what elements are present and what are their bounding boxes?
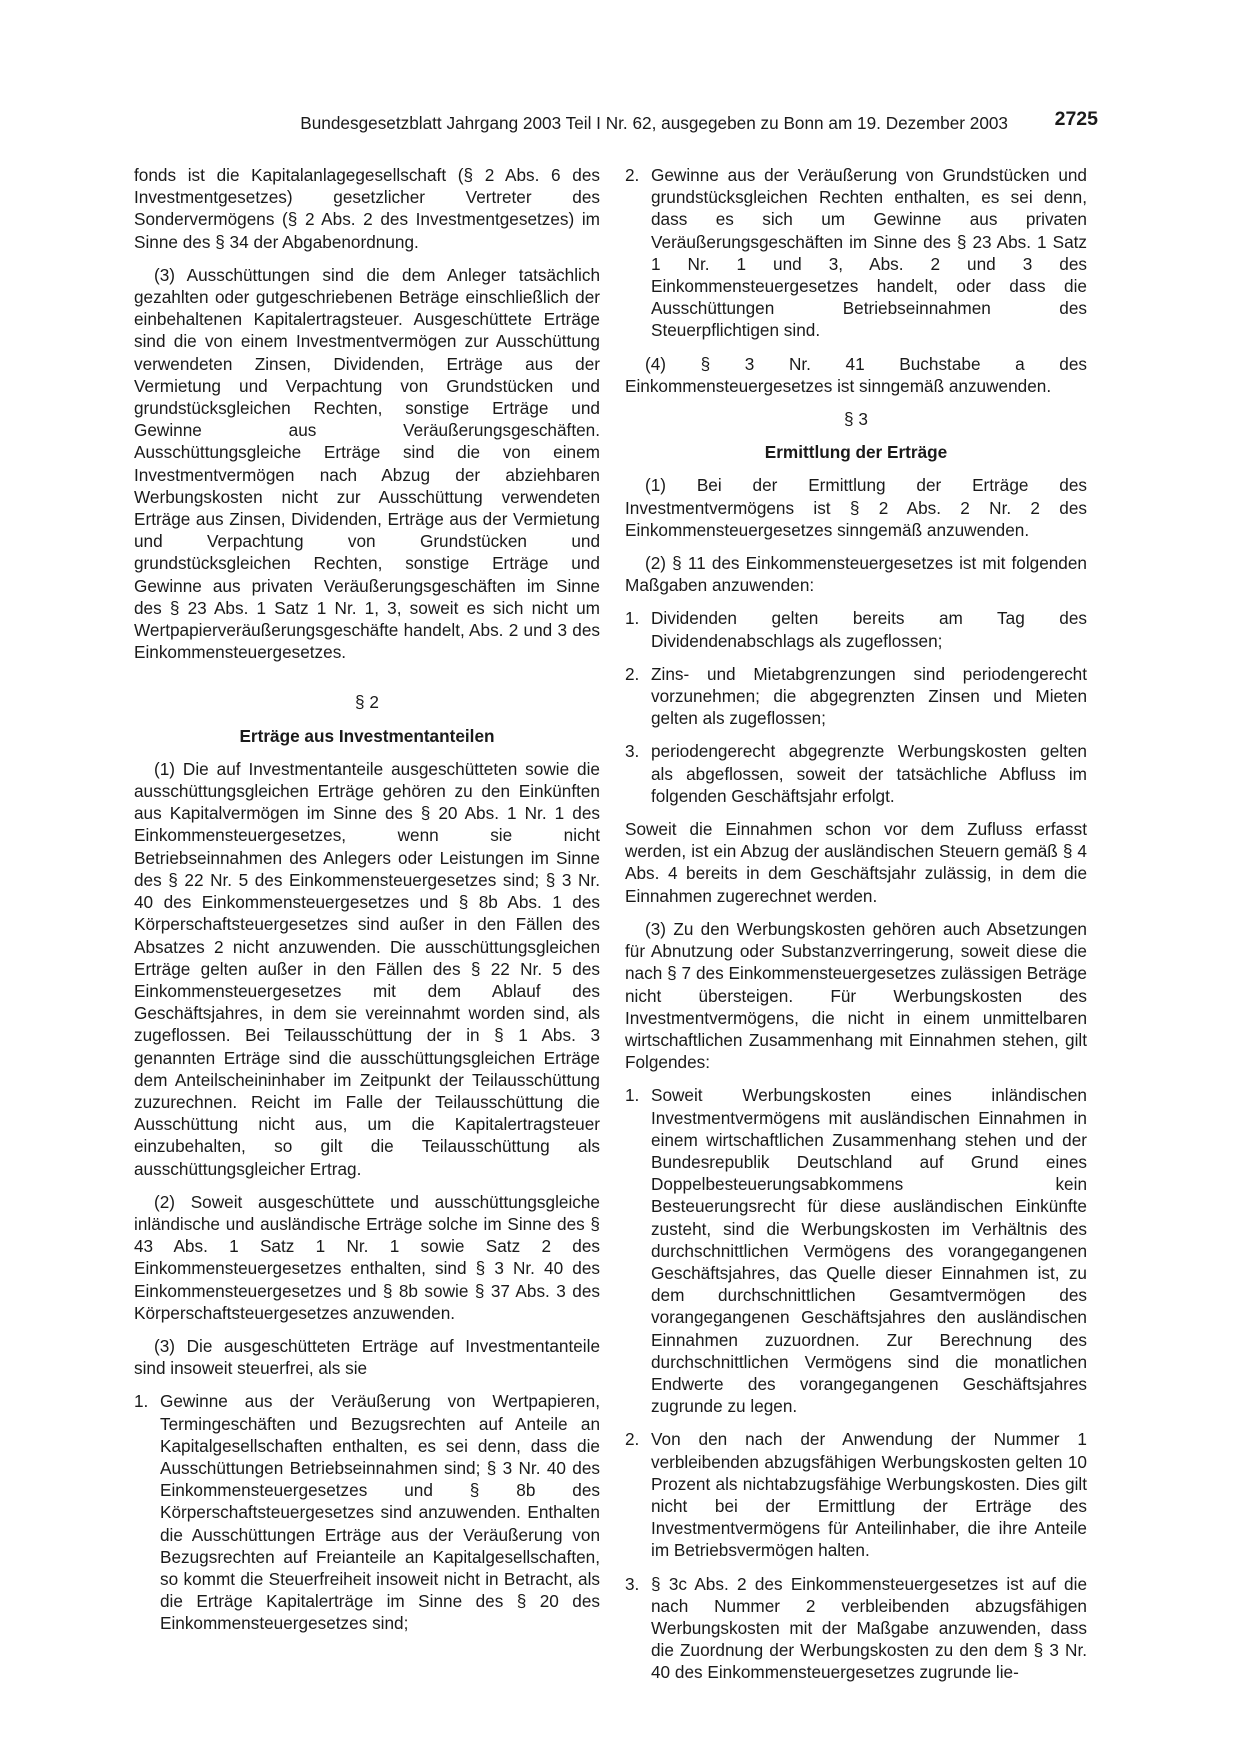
list-item-number: 1.: [625, 1085, 640, 1106]
list-item-number: 3.: [625, 741, 640, 762]
list-item: [625, 663, 1087, 730]
paragraph: (1) Die auf Investmentanteile ausgeschütteten sowie die ausschüttungsgleichen Erträge gehören zu den Einkünften aus Kapitalvermögen im Sinne des § 20 Abs. 1 Nr. 1 des Einkommensteuergesetzes, wenn sie nicht Betriebseinnahmen des Anlegers oder Leistungen im Sinne des § 22 Nr. 5 des Einkommensteuergesetzes sind; § 3 Nr. 40 des Einkommensteuergesetzes und § 8b Abs. 1 des Körperschaftsteuergesetzes sind außer in den Fällen des Absatzes 2 nicht anzuwenden. Die ausschüttungsgleichen Erträge gelten außer in den Fällen des § 22 Nr. 5 des Einkommensteuergesetzes mit dem Ablauf des Geschäftsjahres, in dem sie vereinnahmt worden sind, als zugeflossen. Bei Teilausschüttung der in § 1 Abs. 3 genannten Erträge sind die ausschüttungsgleichen Erträge dem Anteilscheininhaber im Zeitpunkt der Teilausschüttung zuzurechnen. Reicht im Falle der Teilausschüttung die Ausschüttung nicht aus, um die Kapitalertragsteuer einzubehalten, so gilt die Teilausschüttung als ausschüttungsgleicher Ertrag.: [134, 758, 600, 1179]
paragraph: Soweit die Einnahmen schon vor dem Zufluss erfasst werden, ist ein Abzug der ausländischen Steuern gemäß § 4 Abs. 4 bereits in dem Geschäftsjahr zulässig, in dem die Einnahmen zugerechnet werden.: [625, 819, 1087, 906]
running-header: Bundesgesetzblatt Jahrgang 2003 Teil I Nr. 62, ausgegeben zu Bonn am 19. Dezember 2003: [300, 113, 1008, 133]
numbered-list: [625, 607, 1087, 807]
section-title: Erträge aus Investmentanteilen: [239, 725, 495, 746]
list-item-number: 3.: [625, 1573, 640, 1594]
numbered-list: [134, 1390, 600, 1634]
list-item-text: Zins- und Mietabgrenzungen sind periodengerecht vorzunehmen; die abgegrenzten Zinsen und Mieten gelten als zugeflossen;: [651, 663, 1087, 729]
list-item-number: 1.: [134, 1391, 149, 1412]
paragraph: (4) § 3 Nr. 41 Buchstabe a des Einkommensteuergesetzes ist sinngemäß anzuwenden.: [625, 353, 1087, 396]
list-item-text: Gewinne aus der Veräußerung von Grundstücken und grundstücksgleichen Rechten enthalten, es sei denn, dass es sich um Gewinne aus privaten Veräußerungsgeschäften im Sinne des § 23 Abs. 1 Satz 1 Nr. 1 und 3, Abs. 2 und 3 des Einkommensteuergesetzes handelt, oder dass die Ausschüttungen Betriebseinnahmen des Steuerpflichtigen sind.: [651, 165, 1087, 341]
section-title: Ermittlung der Erträge: [764, 442, 948, 463]
list-item-number: 1.: [625, 608, 640, 629]
list-item-text: Gewinne aus der Veräußerung von Wertpapieren, Termingeschäften und Bezugsrechten auf Anteile an Kapitalgesellschaften enthalten, es sei denn, dass die Ausschüttungen Betriebseinnahmen sind; § 3 Nr. 40 des Einkommensteuergesetzes und § 8b des Körperschaftsteuergesetzes sind anzuwenden. Enthalten die Ausschüttungen Erträge aus der Veräußerung von Bezugsrechten auf Freianteile an Kapitalgesellschaften, so kommt die Steuerfreiheit insoweit nicht in Betracht, als die Erträge Kapitalerträge im Sinne des § 20 des Einkommensteuergesetzes sind;: [160, 1391, 600, 1634]
right-column: [625, 164, 1087, 1695]
numbered-list: [625, 164, 1087, 342]
numbered-list: [625, 1084, 1087, 1683]
list-item-number: 2.: [625, 1429, 640, 1450]
list-item: [134, 1390, 600, 1634]
list-item-number: 2.: [625, 165, 640, 185]
list-item-text: § 3c Abs. 2 des Einkommensteuergesetzes ist auf die nach Nummer 2 verbleibenden abzugsfähigen Werbungskosten mit der Maßgabe anzuwenden, dass die Zuordnung der Werbungskosten zu den dem § 3 Nr. 40 des Einkommensteuergesetzes zugrunde lie-: [651, 1573, 1087, 1683]
paragraph: (2) Soweit ausgeschüttete und ausschüttungsgleiche inländische und ausländische Erträge solche im Sinne des § 43 Abs. 1 Satz 1 Nr. 1 sowie Satz 2 des Einkommensteuergesetzes enthalten, sind § 3 Nr. 40 des Einkommensteuergesetzes und § 8b sowie § 37 Abs. 3 des Körperschaftsteuergesetzes anzuwenden.: [134, 1191, 600, 1323]
list-item-text: Soweit Werbungskosten eines inländischen Investmentvermögens mit ausländischen Einnahmen in einem wirtschaftlichen Zusammenhang stehen und der Bundesrepublik Deutschland auf Grund eines Doppelbesteuerungsabkommens kein Besteuerungsrecht für diese ausländischen Einkünfte zusteht, sind die Werbungskosten im Verhältnis des durchschnittlichen Vermögens des vorangegangenen Geschäftsjahres, das Quelle dieser Einnahmen ist, zu dem durchschnittlichen Gesamtvermögen des vorangegangenen Geschäftsjahres den ausländischen Einnahmen zuzuordnen. Zur Berechnung des durchschnittlichen Vermögens sind die monatlichen Endwerte des vorangegangenen Geschäftsjahres zugrunde zu legen.: [651, 1085, 1087, 1417]
paragraph: (3) Zu den Werbungskosten gehören auch Absetzungen für Abnutzung oder Substanzverringerung, soweit diese die nach § 7 des Einkommensteuergesetzes zulässigen Beträge nicht übersteigen. Für Werbungskosten des Investmentvermögens, die nicht in einem unmittelbaren wirtschaftlichen Zusammenhang mit Einnahmen stehen, gilt Folgendes:: [625, 918, 1087, 1073]
paragraph: (1) Bei der Ermittlung der Erträge des Investmentvermögens ist § 2 Abs. 2 Nr. 2 des Einkommensteuergesetzes sinngemäß anzuwenden.: [625, 475, 1087, 540]
list-item: [625, 607, 1087, 651]
list-item: [625, 1573, 1087, 1684]
list-item-text: Dividenden gelten bereits am Tag des Dividendenabschlags als zugeflossen;: [651, 608, 1087, 651]
list-item: [625, 740, 1087, 807]
page-header: [240, 108, 1098, 134]
list-item: [625, 1084, 1087, 1417]
section-number: § 2: [355, 692, 379, 713]
left-column: [134, 164, 600, 1646]
paragraph: fonds ist die Kapitalanlagegesellschaft (§ 2 Abs. 6 des Investmentgesetzes) gesetzlicher Vertreter des Sondervermögens (§ 2 Abs. 2 des Investmentgesetzes) im Sinne des § 34 der Abgabenordnung.: [134, 165, 600, 252]
page-number: 2725: [1054, 108, 1098, 130]
section-number: § 3: [844, 409, 868, 430]
paragraph: (3) Die ausgeschütteten Erträge auf Investmentanteile sind insoweit steuerfrei, als sie: [134, 1335, 600, 1379]
list-item: [625, 1428, 1087, 1561]
list-item-text: periodengerecht abgegrenzte Werbungskosten gelten als abgeflossen, soweit der tatsächliche Abfluss im folgenden Geschäftsjahr erfolgt.: [651, 741, 1087, 806]
list-item-number: 2.: [625, 663, 640, 684]
list-item: [625, 164, 1087, 342]
paragraph: (2) § 11 des Einkommensteuergesetzes ist mit folgenden Maßgaben anzuwenden:: [625, 553, 1087, 596]
list-item-text: Von den nach der Anwendung der Nummer 1 verbleibenden abzugsfähigen Werbungskosten gelten 10 Prozent als nichtabzugsfähige Werbungskosten. Dies gilt nicht bei der Ermittlung der Erträge des Investmentvermögens für Anteilinhaber, die ihre Anteile im Betriebsvermögen halten.: [651, 1429, 1087, 1561]
paragraph: (3) Ausschüttungen sind die dem Anleger tatsächlich gezahlten oder gutgeschriebenen Beträge einschließlich der einbehaltenen Kapitalertragsteuer. Ausgeschüttete Erträge sind die von einem Investmentvermögen zur Ausschüttung verwendeten Zinsen, Dividenden, Erträge aus der Vermietung und Verpachtung von Grundstücken und grundstücksgleichen Rechten, sonstige Erträge und Gewinne aus Veräußerungsgeschäften. Ausschüttungsgleiche Erträge sind die von einem Investmentvermögen nach Abzug der abziehbaren Werbungskosten nicht zur Ausschüttung verwendeten Erträge aus Zinsen, Dividenden, Erträge aus der Vermietung und Verpachtung von Grundstücken und grundstücksgleichen Rechten, sonstige Erträge und Gewinne aus privaten Veräußerungsgeschäften im Sinne des § 23 Abs. 1 Satz 1 Nr. 1, 3, soweit es sich nicht um Wertpapierveräußerungsgeschäfte handelt, Abs. 2 und 3 des Einkommensteuergesetzes.: [134, 264, 600, 663]
